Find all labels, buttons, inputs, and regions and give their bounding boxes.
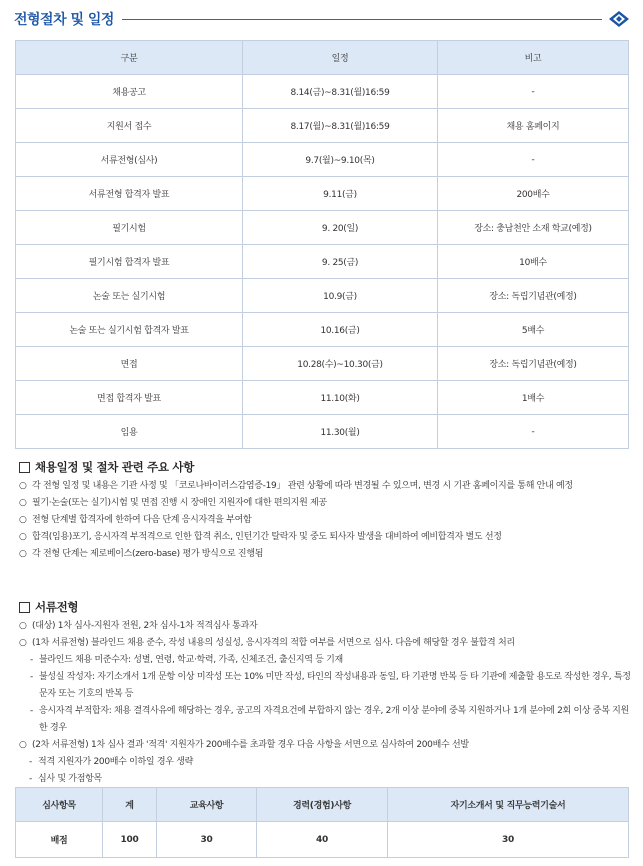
col-header-education: 교육사항: [157, 788, 257, 822]
table-row: [16, 211, 629, 245]
table-row: [16, 415, 629, 449]
table-row: [16, 347, 629, 381]
sub-item-text: 불성실 작성자: 자기소개서 1개 문항 이상 미작성 또는 10% 미만 작성, 타인의 작성내용과 동일, 타 기관명 반복 등 타 기관에 제출할 용도로 작성한 경우, 특정 문자 또는 기호의 반복 등: [39, 672, 631, 699]
cell-date: 10.28(수)~10.30(금): [243, 347, 438, 381]
sub-item-text: 응시자격 부적합자: 채용 결격사유에 해당하는 경우, 공고의 자격요건에 부합하지 않는 경우, 2개 이상 분야에 중복 지원하거나 1개 분야에 2회 이상 중복 지원한 경우: [39, 706, 629, 733]
cell-education: 30: [157, 822, 257, 858]
cell-remarks: 5배수: [438, 313, 629, 347]
cell-date: 11.30(월): [243, 415, 438, 449]
cell-date: 8.17(월)~8.31(월)16:59: [243, 109, 438, 143]
schedule-header-row: [16, 41, 629, 75]
list-item: [19, 635, 631, 652]
dash-bullet: -: [30, 672, 33, 682]
cell-category: 채용공고: [16, 75, 243, 109]
note-text: 합격(임용)포기, 응시자격 부적격으로 인한 합격 취소, 인턴기간 탈락자 및 중도 퇴사자 발생을 대비하여 예비합격자 별도 선정: [32, 532, 502, 542]
notes-title-text: 채용일정 및 절차 관련 주요 사항: [35, 459, 195, 474]
cell-category: 면접: [16, 347, 243, 381]
sub-item-text: 적격 지원자가 200배수 이하일 경우 생략: [38, 757, 193, 767]
list-item: [19, 669, 631, 703]
cell-label: 배점: [16, 822, 103, 858]
cell-category: 필기시험: [16, 211, 243, 245]
section-header: [14, 8, 630, 30]
table-row: [16, 381, 629, 415]
cell-date: 11.10(화): [243, 381, 438, 415]
cell-date: 9. 20(일): [243, 211, 438, 245]
cell-remarks: 장소: 독립기념관(예정): [438, 347, 629, 381]
cell-category: 지원서 접수: [16, 109, 243, 143]
table-row: [16, 109, 629, 143]
table-row: [16, 177, 629, 211]
cell-category: 임용: [16, 415, 243, 449]
score-table: [15, 787, 629, 858]
circle-bullet-icon: ○: [19, 515, 27, 525]
dash-bullet: -: [30, 706, 33, 716]
list-item: [19, 495, 631, 512]
cell-remarks: 장소: 충남천안 소재 학교(예정): [438, 211, 629, 245]
cell-remarks: -: [438, 415, 629, 449]
cell-category: 면접 합격자 발표: [16, 381, 243, 415]
cell-category: 논술 또는 실기시험 합격자 발표: [16, 313, 243, 347]
col-header-experience: 경력(경험)사항: [257, 788, 388, 822]
sub-item-text: 심사 및 가점항목: [38, 774, 102, 784]
note-text: 필기·논술(또는 실기)시험 및 면접 진행 시 장애인 지원자에 대한 편의지원 제공: [32, 498, 327, 508]
square-bullet-icon: [19, 462, 30, 473]
table-row: [16, 279, 629, 313]
table-row: [16, 245, 629, 279]
col-header-date: 일정: [243, 41, 438, 75]
list-item: [19, 703, 631, 737]
table-row: [16, 822, 629, 858]
list-item: [19, 737, 631, 754]
cell-category: 서류전형 합격자 발표: [16, 177, 243, 211]
note-text: 각 전형 일정 및 내용은 기관 사정 및 「코로나바이러스감염증-19」 관련 상황에 따라 변경될 수 있으며, 변경 시 기관 홈페이지를 통해 안내 예정: [32, 481, 573, 491]
cell-date: 9.11(금): [243, 177, 438, 211]
first-review-text: (1차 서류전형) 블라인드 채용 준수, 작성 내용의 성실성, 응시자격의 적합 여부를 서면으로 심사. 다음에 해당할 경우 불합격 처리: [32, 638, 515, 648]
schedule-table: [15, 40, 629, 449]
page-title: 전형절차 및 일정: [14, 12, 114, 28]
circle-bullet-icon: ○: [19, 740, 27, 750]
cell-experience: 40: [257, 822, 388, 858]
review-target-text: (대상) 1차 심사-지원자 전원, 2차 심사-1차 적격심사 통과자: [32, 621, 258, 631]
dash-bullet: -: [29, 774, 32, 784]
cell-date: 9.7(월)~9.10(목): [243, 143, 438, 177]
cell-date: 10.16(금): [243, 313, 438, 347]
circle-bullet-icon: ○: [19, 549, 27, 559]
score-header-row: [16, 788, 629, 822]
note-text: 전형 단계별 합격자에 한하여 다음 단계 응시자격을 부여함: [32, 515, 252, 525]
note-text: 각 전형 단계는 제로베이스(zero-base) 평가 방식으로 진행됨: [32, 549, 264, 559]
cell-remarks: -: [438, 143, 629, 177]
cell-category: 필기시험 합격자 발표: [16, 245, 243, 279]
cell-remarks: 200배수: [438, 177, 629, 211]
cell-category: 서류전형(심사): [16, 143, 243, 177]
list-item: [19, 754, 631, 771]
sub-item-text: 블라인드 채용 미준수자: 성별, 연령, 학교·학력, 가족, 신체조건, 출신지역 등 기재: [39, 655, 343, 665]
table-row: [16, 313, 629, 347]
cell-remarks: -: [438, 75, 629, 109]
cell-date: 9. 25(금): [243, 245, 438, 279]
cell-remarks: 1배수: [438, 381, 629, 415]
cell-remarks: 채용 홈페이지: [438, 109, 629, 143]
square-bullet-icon: [19, 602, 30, 613]
circle-bullet-icon: ○: [19, 621, 27, 631]
list-item: [19, 618, 631, 635]
cell-category: 논술 또는 실기시험: [16, 279, 243, 313]
list-item: [19, 546, 631, 563]
list-item: [19, 529, 631, 546]
notes-section: [19, 458, 631, 563]
circle-bullet-icon: ○: [19, 638, 27, 648]
table-row: [16, 75, 629, 109]
document-review-title-text: 서류전형: [35, 599, 79, 614]
circle-bullet-icon: ○: [19, 532, 27, 542]
title-divider: [122, 19, 602, 20]
col-header-item: 심사항목: [16, 788, 103, 822]
list-item: [19, 478, 631, 495]
cell-date: 8.14(금)~8.31(월)16:59: [243, 75, 438, 109]
dash-bullet: -: [30, 655, 33, 665]
cell-date: 10.9(금): [243, 279, 438, 313]
second-review-text: (2차 서류전형) 1차 심사 결과 '적격' 지원자가 200배수를 초과할 경우 다음 사항을 서면으로 심사하여 200배수 선발: [32, 740, 469, 750]
dash-bullet: -: [29, 757, 32, 767]
cell-remarks: 장소: 독립기념관(예정): [438, 279, 629, 313]
document-review-title: [19, 598, 631, 616]
list-item: [19, 652, 631, 669]
list-item: [19, 512, 631, 529]
cell-remarks: 10배수: [438, 245, 629, 279]
document-review-section: [19, 598, 631, 788]
table-row: [16, 143, 629, 177]
list-item: [19, 771, 631, 788]
col-header-total: 계: [103, 788, 157, 822]
circle-bullet-icon: ○: [19, 481, 27, 491]
circle-bullet-icon: ○: [19, 498, 27, 508]
col-header-self-intro: 자기소개서 및 직무능력기술서: [388, 788, 629, 822]
cell-total: 100: [103, 822, 157, 858]
col-header-remarks: 비고: [438, 41, 629, 75]
cell-self-intro: 30: [388, 822, 629, 858]
diamond-ornament-icon: [608, 10, 630, 28]
notes-title: [19, 458, 631, 476]
col-header-category: 구분: [16, 41, 243, 75]
